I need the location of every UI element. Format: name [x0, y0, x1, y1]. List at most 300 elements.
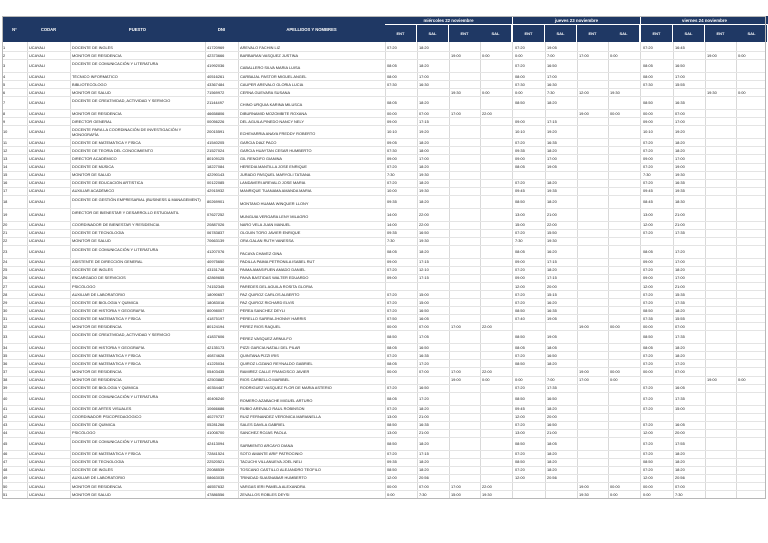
- time-cell: 22:00: [482, 484, 492, 489]
- time-cell: 19:35: [675, 189, 685, 194]
- row-codar: UCAYALI: [29, 460, 46, 465]
- time-cell: 07:20: [387, 308, 397, 313]
- row-name: ROMERO AZABACHE MIGUEL ARTURO: [240, 398, 313, 403]
- row-dni: 00122085: [207, 181, 225, 186]
- time-cell: 08:50: [515, 101, 525, 106]
- time-cell: 07:20: [643, 292, 653, 297]
- row-number: 28: [3, 292, 8, 297]
- time-cell: 16:50: [419, 345, 429, 350]
- time-cell: 16:35: [419, 423, 429, 428]
- time-cell: 18:05: [547, 345, 557, 350]
- time-cell: 19:05: [547, 335, 557, 340]
- row-name: GARCIA DIAZ PACO: [240, 140, 277, 145]
- time-cell: 07:20: [515, 300, 525, 305]
- row-puesto: DOCENTE DE COMUNICACIÓN Y LITERATURA: [72, 61, 159, 67]
- time-cell: 07:20: [387, 268, 397, 273]
- time-cell: 09:00: [643, 119, 653, 124]
- row-dni: 41207076: [207, 249, 225, 254]
- time-cell: 12:00: [643, 476, 653, 481]
- time-cell: 17:20: [675, 361, 685, 366]
- time-cell: 22:00: [419, 223, 429, 228]
- time-cell: 12:00: [515, 284, 525, 289]
- time-cell: 00:00: [610, 369, 620, 374]
- row-dni: 18090657: [207, 292, 225, 297]
- time-cell: 07:20: [643, 148, 653, 153]
- time-cell: 16:45: [675, 45, 685, 50]
- row-codar: UCAYALI: [29, 452, 46, 457]
- time-cell: 18:20: [547, 460, 557, 465]
- time-cell: 16:35: [675, 181, 685, 186]
- time-cell: 0:00: [610, 492, 618, 497]
- row-dni: 20887026: [207, 223, 225, 228]
- time-cell: 19:30: [419, 239, 429, 244]
- time-cell: 08:00: [515, 74, 525, 79]
- row-number: 10: [3, 130, 8, 135]
- time-cell: 07:20: [643, 181, 653, 186]
- time-cell: 07:30: [643, 82, 653, 87]
- time-cell: 07:00: [419, 484, 429, 489]
- time-cell: 08:05: [643, 64, 653, 69]
- time-cell: 19:00: [675, 165, 685, 169]
- time-cell: 08:05: [387, 361, 397, 366]
- row-codar: UCAYALI: [29, 82, 46, 87]
- row-number: 33: [3, 335, 8, 340]
- row-name: CERNA GUEVARA SUSANA: [240, 90, 291, 95]
- time-cell: 07:20: [643, 268, 653, 273]
- day-subheader: SAL: [480, 25, 511, 42]
- row-number: 6: [3, 90, 6, 95]
- time-cell: 19:00: [579, 324, 589, 329]
- time-cell: 19:00: [707, 53, 717, 58]
- row-name: QUIROZ LOZANO REYNALDO GABRIEL: [240, 361, 313, 366]
- time-cell: 16:50: [547, 423, 557, 428]
- time-cell: 17:00: [675, 156, 685, 161]
- row-name: PEREZ RIOS RAQUEL: [240, 324, 281, 329]
- row-dni: 40975650: [207, 260, 225, 265]
- row-number: 23: [3, 249, 8, 254]
- row-codar: UCAYALI: [29, 165, 46, 169]
- time-cell: 09:45: [515, 407, 525, 412]
- time-cell: 15:00: [419, 292, 429, 297]
- row-dni: 20015591: [207, 130, 225, 135]
- time-cell: 08:45: [643, 199, 653, 204]
- row-dni: 41875197: [207, 316, 225, 321]
- row-number: 37: [3, 369, 8, 374]
- time-cell: 17:00: [419, 74, 429, 79]
- time-cell: 18:20: [419, 460, 429, 465]
- time-cell: 07:30: [387, 148, 397, 153]
- row-number: 31: [3, 316, 8, 321]
- time-cell: 07:20: [387, 45, 397, 50]
- row-codar: UCAYALI: [29, 468, 46, 473]
- time-cell: 18:20: [675, 148, 685, 153]
- time-cell: 0:00: [515, 90, 523, 95]
- time-cell: 07:20: [515, 292, 525, 297]
- time-cell: 17:55: [675, 441, 685, 446]
- time-cell: 18:20: [419, 45, 429, 50]
- row-number: 46: [3, 452, 8, 457]
- time-cell: 16:35: [675, 101, 685, 106]
- row-dni: 05281266: [207, 423, 225, 428]
- row-number: 24: [3, 260, 8, 265]
- row-number: 40: [3, 396, 8, 401]
- row-puesto: DOCENTE DE GESTIÓN EMPRESARIAL (BUSINESS & MANAGEMENT): [72, 196, 201, 202]
- row-name: HEREDIA MANTILLA JOSE ENRIQUE: [240, 165, 308, 169]
- time-cell: 08:05: [387, 345, 397, 350]
- time-cell: 09:00: [387, 119, 397, 124]
- time-cell: 09:05: [387, 140, 397, 145]
- time-cell: 21:00: [547, 212, 557, 217]
- time-cell: 18:20: [419, 101, 429, 106]
- time-cell: 17:00: [451, 369, 461, 374]
- time-cell: 18:20: [547, 407, 557, 412]
- time-cell: 09:35: [387, 231, 397, 236]
- row-codar: UCAYALI: [29, 276, 46, 281]
- row-codar: UCAYALI: [29, 284, 46, 289]
- row-puesto: COORDINADOR PSICOPEDAGÓGICO: [72, 415, 142, 420]
- row-dni: 20088539: [207, 468, 225, 473]
- row-dni: 46557632: [207, 484, 225, 489]
- time-cell: 09:00: [643, 260, 653, 265]
- time-cell: 12:00: [643, 223, 653, 228]
- row-puesto: DOCENTE DE CREATIVIDAD, ACTIVIDAD Y SERVICIO: [72, 98, 171, 104]
- time-cell: 08:50: [643, 308, 653, 313]
- row-number: 48: [3, 468, 8, 473]
- row-puesto: DOCENTE DE MATEMÁTICA Y FÍSICA: [72, 353, 141, 358]
- time-cell: 16:50: [675, 64, 685, 69]
- time-cell: 09:00: [387, 260, 397, 265]
- time-cell: 08:05: [387, 64, 397, 69]
- time-cell: 17:15: [547, 260, 557, 265]
- time-cell: 07:30: [515, 82, 525, 87]
- time-cell: 07:20: [515, 423, 525, 428]
- header-puesto: PUESTO: [70, 16, 205, 42]
- header-apellidos: APELLIDOS Y NOMBRES: [238, 16, 385, 42]
- time-cell: 07:20: [515, 353, 525, 358]
- row-number: 17: [3, 189, 8, 194]
- row-number: 12: [3, 148, 8, 153]
- row-dni: 41540205: [207, 140, 225, 145]
- row-name: TRINIDAD SUASNABAR HUMBERTO: [240, 476, 307, 481]
- time-cell: 09:00: [515, 119, 525, 124]
- row-puesto: DOCENTE PARA LA COORDINACIÓN DE INVESTIGACIÓN Y MONOGRAFÍA: [72, 127, 182, 138]
- time-cell: 07:35: [643, 316, 653, 321]
- row-codar: UCAYALI: [29, 101, 46, 106]
- row-dni: 40406240: [207, 396, 225, 401]
- time-cell: 09:00: [643, 156, 653, 161]
- row-number: 42: [3, 415, 8, 420]
- row-codar: UCAYALI: [29, 181, 46, 186]
- row-dni: 06783837: [207, 231, 225, 236]
- time-cell: 08:50: [515, 441, 525, 446]
- day-header: viernes 24 noviembre: [641, 16, 768, 24]
- row-puesto: DIRECTOR DE BIENESTAR Y DESARROLLO ESTUDIANTIL: [72, 209, 180, 215]
- time-cell: 07:40: [515, 316, 525, 321]
- time-cell: 17:00: [675, 276, 685, 281]
- time-cell: 19:35: [547, 189, 557, 194]
- day-subheader: ENT: [449, 25, 480, 42]
- time-cell: 08:05: [515, 345, 525, 350]
- row-name: ORA GALAN RUTH VANESSA: [240, 239, 294, 244]
- time-cell: 09:35: [387, 460, 397, 465]
- row-puesto: DOCENTE DE TECNOLOGÍA: [72, 231, 125, 236]
- time-cell: 15:00: [419, 300, 429, 305]
- day-subheader: ENT: [513, 25, 544, 42]
- row-dni: 22520521: [207, 460, 225, 465]
- time-cell: 16:50: [547, 396, 557, 401]
- time-cell: 7:30: [643, 173, 651, 178]
- row-codar: UCAYALI: [29, 423, 46, 428]
- time-cell: 16:20: [547, 300, 557, 305]
- time-cell: 18:20: [547, 101, 557, 106]
- row-codar: UCAYALI: [29, 335, 46, 340]
- time-cell: 18:20: [547, 268, 557, 273]
- row-dni: 46658806: [207, 111, 225, 116]
- row-codar: UCAYALI: [29, 45, 46, 50]
- time-cell: 19:20: [675, 130, 685, 135]
- time-cell: 07:00: [675, 369, 685, 374]
- time-cell: 08:05: [515, 165, 525, 169]
- time-cell: 00:00: [387, 111, 397, 116]
- time-cell: 16:30: [547, 82, 557, 87]
- time-cell: 14:00: [387, 223, 397, 228]
- row-dni: 42373666: [207, 53, 225, 58]
- row-codar: UCAYALI: [29, 268, 46, 273]
- time-cell: 07:20: [643, 300, 653, 305]
- row-name: RIOS CARBELLO MARIBEL: [240, 378, 290, 382]
- row-dni: 41225034: [207, 361, 225, 366]
- row-puesto: DOCENTE DE TEORÍA DEL CONOCIMIENTO: [72, 148, 153, 153]
- time-cell: 16:50: [419, 308, 429, 313]
- day-subheader: ENT: [577, 25, 608, 42]
- row-name: PEREA SANCHEZ DEYLI: [240, 308, 285, 313]
- time-cell: 00:00: [387, 369, 397, 374]
- row-codar: UCAYALI: [29, 189, 46, 194]
- row-codar: UCAYALI: [29, 386, 46, 391]
- row-dni: 80098007: [207, 308, 225, 313]
- time-cell: 17:15: [419, 119, 429, 124]
- row-name: CABALLERO SILVA MARIA LUISA: [240, 66, 301, 71]
- time-cell: 07:20: [387, 300, 397, 305]
- time-cell: 21:00: [547, 431, 557, 436]
- row-number: 35: [3, 353, 8, 358]
- time-cell: 16:50: [419, 231, 429, 236]
- row-dni: 80269901: [207, 199, 225, 204]
- time-cell: 08:05: [643, 249, 653, 254]
- time-cell: 00:00: [610, 324, 620, 329]
- day-subheader: SAL: [608, 25, 639, 42]
- time-cell: 08:00: [387, 74, 397, 79]
- row-puesto: AUXILIAR DE LABORATORIO: [72, 476, 126, 481]
- day-subheader: SAL: [736, 25, 767, 42]
- row-codar: UCAYALI: [29, 476, 46, 481]
- row-name: PAREDES DEL AGUILA ROSITA GLORIA: [240, 284, 313, 289]
- time-cell: 18:20: [675, 308, 685, 313]
- time-cell: 22:00: [482, 111, 492, 116]
- row-name: RAMIREZ CALLE FRANCISCO JAVIER: [240, 369, 310, 374]
- time-cell: 16:35: [419, 353, 429, 358]
- time-cell: 18:20: [419, 407, 429, 412]
- time-cell: 07:20: [387, 407, 397, 412]
- day-header: jueves 23 noviembre: [513, 16, 640, 24]
- row-number: 47: [3, 460, 8, 465]
- time-cell: 20:00: [547, 415, 557, 420]
- time-cell: 07:20: [643, 140, 653, 145]
- time-cell: 17:00: [419, 156, 429, 161]
- time-cell: 16:35: [547, 308, 557, 313]
- row-codar: UCAYALI: [29, 173, 46, 178]
- row-number: 22: [3, 239, 8, 244]
- time-cell: 19:00: [707, 378, 717, 382]
- time-cell: 13:00: [387, 431, 397, 436]
- time-cell: 0:00: [482, 90, 490, 95]
- time-cell: 07:20: [643, 407, 653, 412]
- row-name: CARBAJAL PASTOR MIGUEL ANGEL: [240, 74, 307, 79]
- row-puesto: DOCENTE DE TECNOLOGÍA: [72, 460, 125, 465]
- row-number: 1: [3, 45, 6, 50]
- row-name: RUBIO AREVALO RAUL ROBINSON: [240, 407, 305, 412]
- row-number: 29: [3, 300, 8, 305]
- time-cell: 16:35: [547, 140, 557, 145]
- row-dni: 42503882: [207, 378, 225, 382]
- time-cell: 7:30: [675, 492, 683, 497]
- time-cell: 18:20: [419, 468, 429, 473]
- time-cell: 17:00: [451, 111, 461, 116]
- row-dni: 42915932: [207, 189, 225, 194]
- time-cell: 07:20: [515, 386, 525, 391]
- time-cell: 17:20: [419, 361, 429, 366]
- row-puesto: DOCENTE DE COMUNICACIÓN Y LITERATURA: [72, 246, 159, 252]
- row-codar: UCAYALI: [29, 74, 46, 79]
- time-cell: 13:00: [643, 212, 653, 217]
- time-cell: 16:30: [419, 82, 429, 87]
- row-dni: 43367484: [207, 82, 225, 87]
- day-subheader: SAL: [417, 25, 448, 42]
- time-cell: 08:50: [643, 335, 653, 340]
- time-cell: 18:20: [675, 468, 685, 473]
- time-cell: 20:00: [547, 284, 557, 289]
- row-codar: UCAYALI: [29, 260, 46, 265]
- row-number: 14: [3, 165, 8, 169]
- time-cell: 18:20: [675, 353, 685, 358]
- row-puesto: DOCENTE DE BIOLOGÍA Y QUÍMICA: [72, 386, 139, 391]
- time-cell: 19:00: [579, 484, 589, 489]
- row-puesto: TÉCNICO INFORMÁTICO: [72, 74, 118, 79]
- row-name: QUINTANA PIZZI IRIS: [240, 353, 279, 358]
- time-cell: 17:35: [547, 386, 557, 391]
- row-number: 50: [3, 484, 8, 489]
- row-number: 9: [3, 119, 6, 124]
- row-puesto: AUXILIAR DE LABORATORIO: [72, 292, 126, 297]
- row-name: CAUPER AREVALO GLORIA LUCIA: [240, 82, 304, 87]
- row-puesto: DOCENTE DE MATEMÁTICA Y FÍSICA: [72, 140, 141, 145]
- time-cell: 09:00: [515, 276, 525, 281]
- time-cell: 22:00: [482, 324, 492, 329]
- time-cell: 18:20: [675, 268, 685, 273]
- row-puesto: COORDINADOR DE BIENESTAR Y RESIDENCIA: [72, 223, 160, 228]
- row-dni: 00056226: [207, 119, 225, 124]
- time-cell: 07:20: [643, 45, 653, 50]
- row-puesto: DOCENTE DE HISTORIA Y GEOGRAFÍA: [72, 345, 145, 350]
- time-cell: 07:20: [515, 468, 525, 473]
- row-dni: 40874628: [207, 353, 225, 358]
- time-cell: 09:35: [515, 148, 525, 153]
- row-puesto: BIBLIOTECÓLOGO: [72, 82, 107, 87]
- row-puesto: DIRECTOR GENERAL: [72, 119, 112, 124]
- time-cell: 19:30: [579, 492, 589, 497]
- time-cell: 07:20: [387, 452, 397, 457]
- row-puesto: PSICÓLOGO: [72, 431, 96, 436]
- time-cell: 07:20: [643, 231, 653, 236]
- time-cell: 00:00: [610, 111, 620, 116]
- row-name: MANRIQUE TUANAMA AMANDA MARIA: [240, 189, 312, 194]
- row-number: 18: [3, 199, 8, 204]
- time-cell: 15:15: [547, 292, 557, 297]
- time-cell: 15:35: [675, 292, 685, 297]
- time-cell: 17:35: [675, 396, 685, 401]
- row-codar: UCAYALI: [29, 300, 46, 305]
- time-cell: 10:00: [387, 189, 397, 194]
- time-cell: 08:50: [515, 396, 525, 401]
- row-codar: UCAYALI: [29, 130, 46, 135]
- time-cell: 09:45: [643, 189, 653, 194]
- time-cell: 0:00: [387, 492, 395, 497]
- row-number: 43: [3, 423, 8, 428]
- time-cell: 00:00: [610, 484, 620, 489]
- row-number: 4: [3, 74, 6, 79]
- time-cell: 07:00: [419, 111, 429, 116]
- time-cell: 7:30: [547, 90, 555, 95]
- row-dni: 41992036: [207, 64, 225, 69]
- row-puesto: MONITOR DE SALUD: [72, 173, 111, 178]
- row-name: CHINO URQUIA KARINA MILUSCA: [240, 103, 303, 108]
- time-cell: 07:20: [387, 181, 397, 186]
- time-cell: 10:10: [515, 130, 525, 135]
- row-dni: 40279737: [207, 415, 225, 420]
- time-cell: 07:20: [515, 64, 525, 69]
- row-puesto: DIRECTOR ACADÉMICO: [72, 156, 117, 161]
- time-cell: 19:00: [451, 53, 461, 58]
- time-cell: 07:20: [643, 396, 653, 401]
- row-puesto: DOCENTE DE MATEMÁTICA Y FÍSICA: [72, 316, 141, 321]
- time-cell: 0:00: [515, 53, 523, 58]
- row-name: PAZ QUIROZ RICHARD ELVIS: [240, 300, 295, 305]
- time-cell: 17:00: [579, 378, 589, 382]
- time-cell: 15:00: [675, 407, 685, 412]
- row-codar: UCAYALI: [29, 353, 46, 358]
- row-codar: UCAYALI: [29, 324, 46, 329]
- row-codar: UCAYALI: [29, 53, 46, 58]
- time-cell: 21:00: [675, 284, 685, 289]
- time-cell: 19:20: [547, 130, 557, 135]
- time-cell: 19:05: [547, 165, 557, 169]
- row-number: 45: [3, 441, 8, 446]
- time-cell: 22:00: [419, 212, 429, 217]
- time-cell: 14:00: [387, 212, 397, 217]
- time-cell: 20:56: [675, 476, 685, 481]
- row-name: PEREZ VASQUEZ ARNULFO: [240, 337, 292, 342]
- time-cell: 0:00: [482, 53, 490, 58]
- row-number: 34: [3, 345, 8, 350]
- time-cell: 7:00: [547, 53, 555, 58]
- time-cell: 09:00: [387, 156, 397, 161]
- time-cell: 0:00: [515, 378, 523, 382]
- time-cell: 19:30: [419, 173, 429, 178]
- row-name: SOTO AMANTE ARIF PATROCINIO: [240, 452, 303, 457]
- row-name: SARMIENTO ARCAYO DIANA: [240, 443, 294, 448]
- row-number: 5: [3, 82, 6, 87]
- row-number: 8: [3, 111, 6, 116]
